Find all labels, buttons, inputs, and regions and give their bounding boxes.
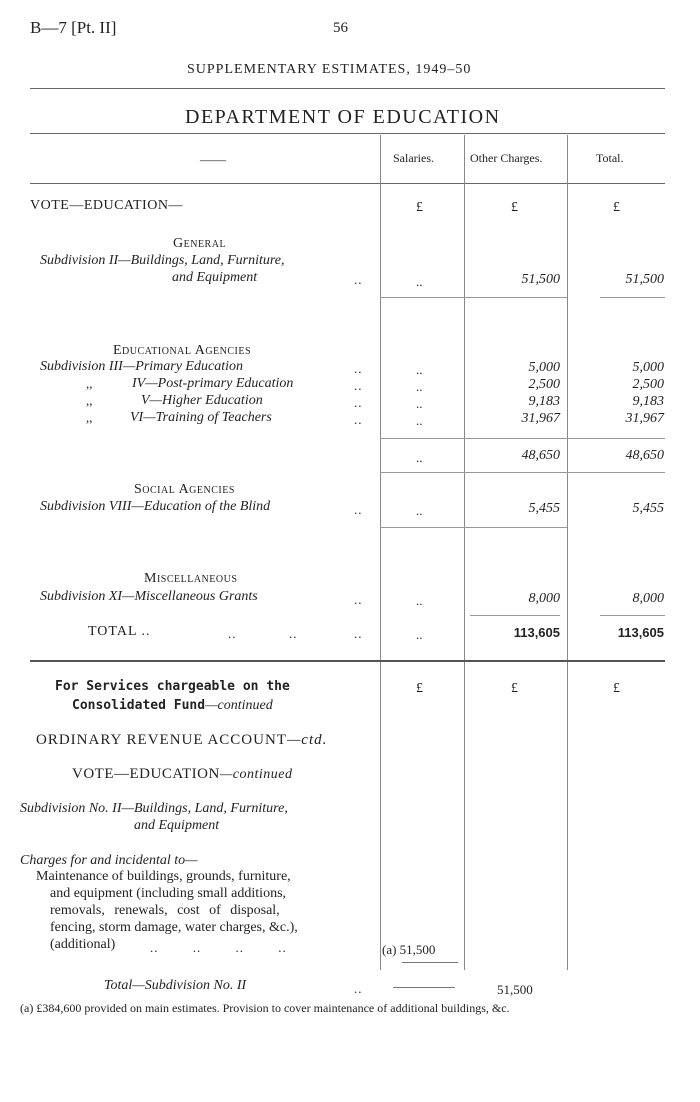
leader-dots: .. (354, 626, 363, 641)
divider (380, 438, 665, 439)
divider (380, 527, 567, 528)
pound-total: £ (613, 681, 620, 696)
leader-dots: .. (354, 592, 363, 607)
divider (470, 615, 560, 616)
subdivision-text-cont: and Equipment (172, 270, 258, 285)
leader-dots: .. (354, 361, 363, 376)
other-charges-value: 5,000 (528, 360, 560, 375)
other-charges-value: 51,500 (521, 272, 560, 287)
subdivision-label: Subdivision No. II—Buildings, Land, Furniture, (20, 801, 288, 816)
total-column-header: Total. (596, 151, 624, 165)
subdivision-label: IV—Post-primary Education (132, 376, 294, 391)
salaries-value: .. (416, 593, 423, 608)
pound-salaries: £ (416, 200, 423, 215)
salaries-value: .. (416, 503, 423, 518)
leader-dots: .. .. .. .. (150, 940, 287, 955)
subdivision-label: Subdivision VIII—Education of the Blind (40, 499, 271, 514)
divider (30, 660, 665, 662)
maintenance-line: Maintenance of buildings, grounds, furniture, (36, 869, 291, 884)
page-ref: B—7 [Pt. II] (30, 18, 117, 37)
salaries-value: .. (416, 413, 423, 428)
total-value: 8,000 (632, 591, 664, 606)
maintenance-line: fencing, storm damage, water charges, &c.), (50, 920, 298, 935)
divider (380, 472, 665, 473)
total-value: 2,500 (632, 377, 664, 392)
leader-dots: .. (354, 502, 363, 517)
services-heading-cont (72, 697, 273, 714)
vote-title: VOTE—EDUCATION (72, 766, 220, 782)
subtotal-salaries: .. (416, 450, 423, 465)
section-heading: General (173, 236, 227, 251)
pound-other: £ (511, 681, 518, 696)
leader-dots: .. (354, 981, 363, 996)
divider (600, 297, 665, 298)
ditto-mark: ,, (86, 393, 93, 408)
other-charges-value: 31,967 (521, 411, 560, 426)
section-heading: Miscellaneous (144, 571, 238, 586)
pound-other: £ (511, 200, 518, 215)
total-total: 113,605 (617, 625, 664, 640)
footnote: (a) £384,600 provided on main estimates. Provision to cover maintenance of additional buildings, &c. (20, 1001, 510, 1015)
column-rule (464, 135, 465, 970)
divider (393, 987, 455, 988)
total-value: 9,183 (632, 394, 664, 409)
divider (30, 133, 665, 134)
subtotal-total: 48,650 (625, 448, 664, 463)
other-charges-value: 2,500 (528, 377, 560, 392)
pound-salaries: £ (416, 681, 423, 696)
salaries-value: .. (416, 379, 423, 394)
account-heading (36, 732, 327, 749)
charges-label: Charges for and incidental to— (20, 853, 198, 868)
account-title: ORDINARY REVENUE ACCOUNT (36, 732, 287, 748)
total-value: 31,967 (625, 411, 664, 426)
leader-dots: .. (354, 395, 363, 410)
pound-total: £ (613, 200, 620, 215)
divider (380, 297, 567, 298)
vote-title: VOTE—EDUCATION— (30, 198, 183, 213)
salaries-column-header: Salaries. (393, 151, 434, 165)
salaries-value: .. (416, 362, 423, 377)
section-heading: Educational Agencies (113, 343, 252, 358)
divider (402, 962, 458, 963)
ditto-mark: ,, (86, 376, 93, 391)
maintenance-line: removals, renewals, cost of disposal, (50, 903, 280, 918)
leader-dots: .. (228, 626, 237, 641)
salaries-value: .. (416, 396, 423, 411)
total-other-charges: 113,605 (513, 625, 560, 640)
subdivision-text: Buildings, Land, Furniture, (130, 253, 285, 268)
subdivision-label: VI—Training of Teachers (130, 410, 272, 425)
subdivision-total-value: 51,500 (497, 982, 533, 997)
other-charges-value: 9,183 (528, 394, 560, 409)
subdivision-label-cont: and Equipment (134, 818, 220, 833)
description-column-header: —— (200, 152, 226, 167)
consolidated-fund: Consolidated Fund (72, 698, 206, 713)
maintenance-line: and equipment (including small additions, (50, 886, 287, 901)
divider (600, 615, 665, 616)
maintenance-line: (additional) (50, 937, 116, 952)
other-charges-value: 5,455 (528, 501, 560, 516)
ditto-mark: ,, (86, 410, 93, 425)
total-value: 5,455 (632, 501, 664, 516)
other-charges-column-header: Other Charges. (470, 151, 543, 165)
subdivision-label (40, 253, 285, 269)
section-heading: Social Agencies (134, 482, 235, 497)
vote-heading (72, 766, 292, 783)
services-heading: For Services chargeable on the (55, 679, 290, 694)
other-charges-value: 8,000 (528, 591, 560, 606)
leader-dots: .. (354, 412, 363, 427)
subdivision-number: Subdivision II— (40, 253, 131, 268)
department-title: DEPARTMENT OF EDUCATION (185, 106, 501, 128)
leader-dots: .. (354, 378, 363, 393)
continued-note: —continued (219, 767, 293, 782)
subdivision-label: Subdivision III—Primary Education (40, 359, 243, 374)
continued-note: —ctd. (286, 732, 328, 748)
subdivision-label: V—Higher Education (141, 393, 263, 408)
subtotal-other-charges: 48,650 (521, 448, 560, 463)
salaries-value: .. (416, 274, 423, 289)
continued-note: —continued (205, 698, 273, 713)
total-salaries: .. (416, 627, 423, 642)
page-number: 56 (333, 20, 348, 36)
divider (30, 88, 665, 89)
subdivision-label: Subdivision XI—Miscellaneous Grants (40, 589, 258, 604)
column-rule (567, 135, 568, 970)
leader-dots: .. (289, 626, 298, 641)
leader-dots: .. (354, 272, 363, 287)
maintenance-value: (a) 51,500 (382, 942, 436, 957)
running-title: SUPPLEMENTARY ESTIMATES, 1949–50 (187, 62, 472, 77)
divider (30, 183, 665, 184)
column-rule (380, 135, 381, 970)
total-value: 5,000 (632, 360, 664, 375)
subdivision-total-label: Total—Subdivision No. II (104, 978, 247, 993)
total-value: 51,500 (625, 272, 664, 287)
total-label: TOTAL .. (88, 624, 151, 639)
